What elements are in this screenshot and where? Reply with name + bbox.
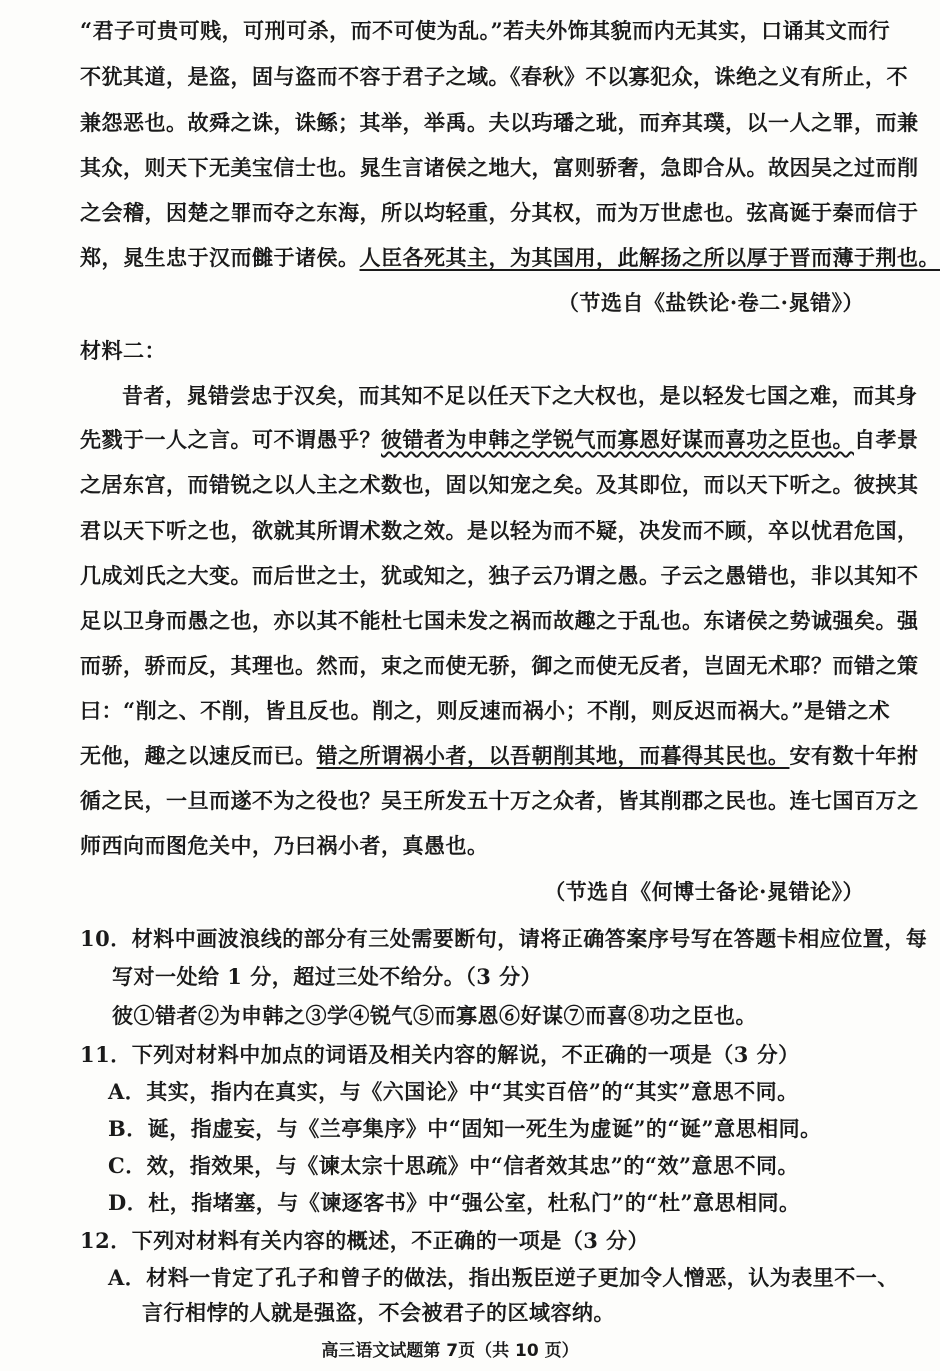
material-two-line-9-tail: 安有数十年拊 <box>789 743 919 768</box>
question-10-stem-1: 10．材料中画波浪线的部分有三处需要断句，请将正确答案序号写在答题卡相应位置，每 <box>80 926 928 951</box>
question-12-option-a-line-1: A．材料一肯定了孔子和曾子的做法，指出叛臣逆子更加令人憎恶，认为表里不一、 <box>108 1265 899 1290</box>
material-two-line-7: 而骄，骄而反，其理也。然而，束之而使无骄，御之而使无反者，岂固无术耶？而错之策 <box>80 653 919 678</box>
material-two-line-9 <box>80 741 919 771</box>
material-two-line-2-tail: 自孝景 <box>854 427 919 452</box>
question-11-option-b: B．诞，指虚妄，与《兰亭集序》中“固知一死生为虚诞”的“诞”意思相同。 <box>108 1116 822 1141</box>
material-one-line-5: 之会稽，因楚之罪而夺之东海，所以均轻重，分其权，而为万世虑也。弦高诞于秦而信于 <box>80 200 919 225</box>
question-11-option-d: D．杜，指堵塞，与《谏逐客书》中“强公室，杜私门”的“杜”意思相同。 <box>108 1190 801 1215</box>
underlined-sentence-2: 错之所谓祸小者，以吾朝削其地，而暮得其民也。 <box>316 743 790 768</box>
material-one-line-3: 兼怨恶也。故舜之诛，诛鲧；其举，举禹。夫以玙璠之玼，而弃其璞，以一人之罪，而兼 <box>80 110 919 135</box>
material-one-line-4: 其众，则天下无美宝信士也。晁生言诸侯之地大，富则骄奢，急即合从。故因吴之过而削 <box>80 155 919 180</box>
material-one-line-6 <box>80 243 940 273</box>
question-11-option-a: A．其实，指内在真实，与《六国论》中“其实百倍”的“其实”意思不同。 <box>108 1079 799 1104</box>
material-two-line-3: 之居东宫，而错锐之以人主之术数也，固以知宠之矣。及其即位，而以天下听之。彼挟其 <box>80 472 919 497</box>
material-two-line-5: 几成刘氏之大变。而后世之士，犹或知之，独子云乃谓之愚。子云之愚错也，非以其知不 <box>80 563 919 588</box>
material-two-heading: 材料二： <box>80 338 166 363</box>
material-two-line-4: 君以天下听之也，欲就其所谓术数之效。是以轻为而不疑，决发而不顾，卒以忧君危国， <box>80 518 919 543</box>
material-two-line-2 <box>80 425 919 455</box>
question-10-sentence: 彼①错者②为申韩之③学④锐气⑤而寡恩⑥好谋⑦而喜⑧功之臣也。 <box>112 1003 757 1028</box>
material-two-line-1: 昔者，晁错尝忠于汉矣，而其知不足以任天下之大权也，是以轻发七国之难，而其身 <box>122 383 918 408</box>
material-two-line-9-text: 无他，趣之以速反而已。 <box>80 743 317 768</box>
wavy-underlined-sentence: 彼错者为申韩之学锐气而寡恩好谋而喜功之臣也。 <box>381 427 854 452</box>
material-one-line-1: “君子可贵可贱，可刑可杀，而不可使为乱。”若夫外饰其貌而内无其实，口诵其文而行 <box>80 18 891 43</box>
question-11-option-c: C．效，指效果，与《谏太宗十思疏》中“信者效其忠”的“效”意思不同。 <box>108 1153 800 1178</box>
material-one-line-2: 不犹其道，是盗，固与盗而不容于君子之域。《春秋》不以寡犯众，诛绝之义有所止，不 <box>80 64 908 89</box>
question-12-stem: 12．下列对材料有关内容的概述，不正确的一项是（3 分） <box>80 1228 650 1253</box>
material-two-line-6: 足以卫身而愚之也，亦以其不能杜七国未发之祸而故趣之于乱也。东诸侯之势诚强矣。强 <box>80 608 919 633</box>
material-one-line-6-text: 郑，晁生忠于汉而雠于诸侯。 <box>80 245 360 270</box>
question-10-stem-2: 写对一处给 1 分，超过三处不给分。（3 分） <box>112 964 543 989</box>
question-12-option-a-line-2: 言行相悖的人就是强盗，不会被君子的区域容纳。 <box>142 1300 615 1325</box>
material-two-line-2-text: 先戮于一人之言。可不谓愚乎？ <box>80 427 381 452</box>
material-two-line-11: 师西向而图危关中，乃曰祸小者，真愚也。 <box>80 833 489 858</box>
material-two-line-8: 曰：“削之、不削，皆且反也。削之，则反速而祸小；不削，则反迟而祸大。”是错之术 <box>80 698 891 723</box>
material-two-line-10: 循之民，一旦而遂不为之役也？吴王所发五十万之众者，皆其削郡之民也。连七国百万之 <box>80 788 919 813</box>
question-11-stem: 11．下列对材料中加点的词语及相关内容的解说，不正确的一项是（3 分） <box>80 1042 800 1067</box>
material-one-source: （节选自《盐铁论·卷二·晁错》） <box>557 290 864 315</box>
material-two-source: （节选自《何博士备论·晁错论》） <box>544 879 864 904</box>
page-footer: 高三语文试题第 7页（共 10 页） <box>321 1341 579 1361</box>
underlined-sentence-1: 人臣各死其主，为其国用，此解扬之所以厚于晋而薄于荆也。 <box>359 245 940 270</box>
